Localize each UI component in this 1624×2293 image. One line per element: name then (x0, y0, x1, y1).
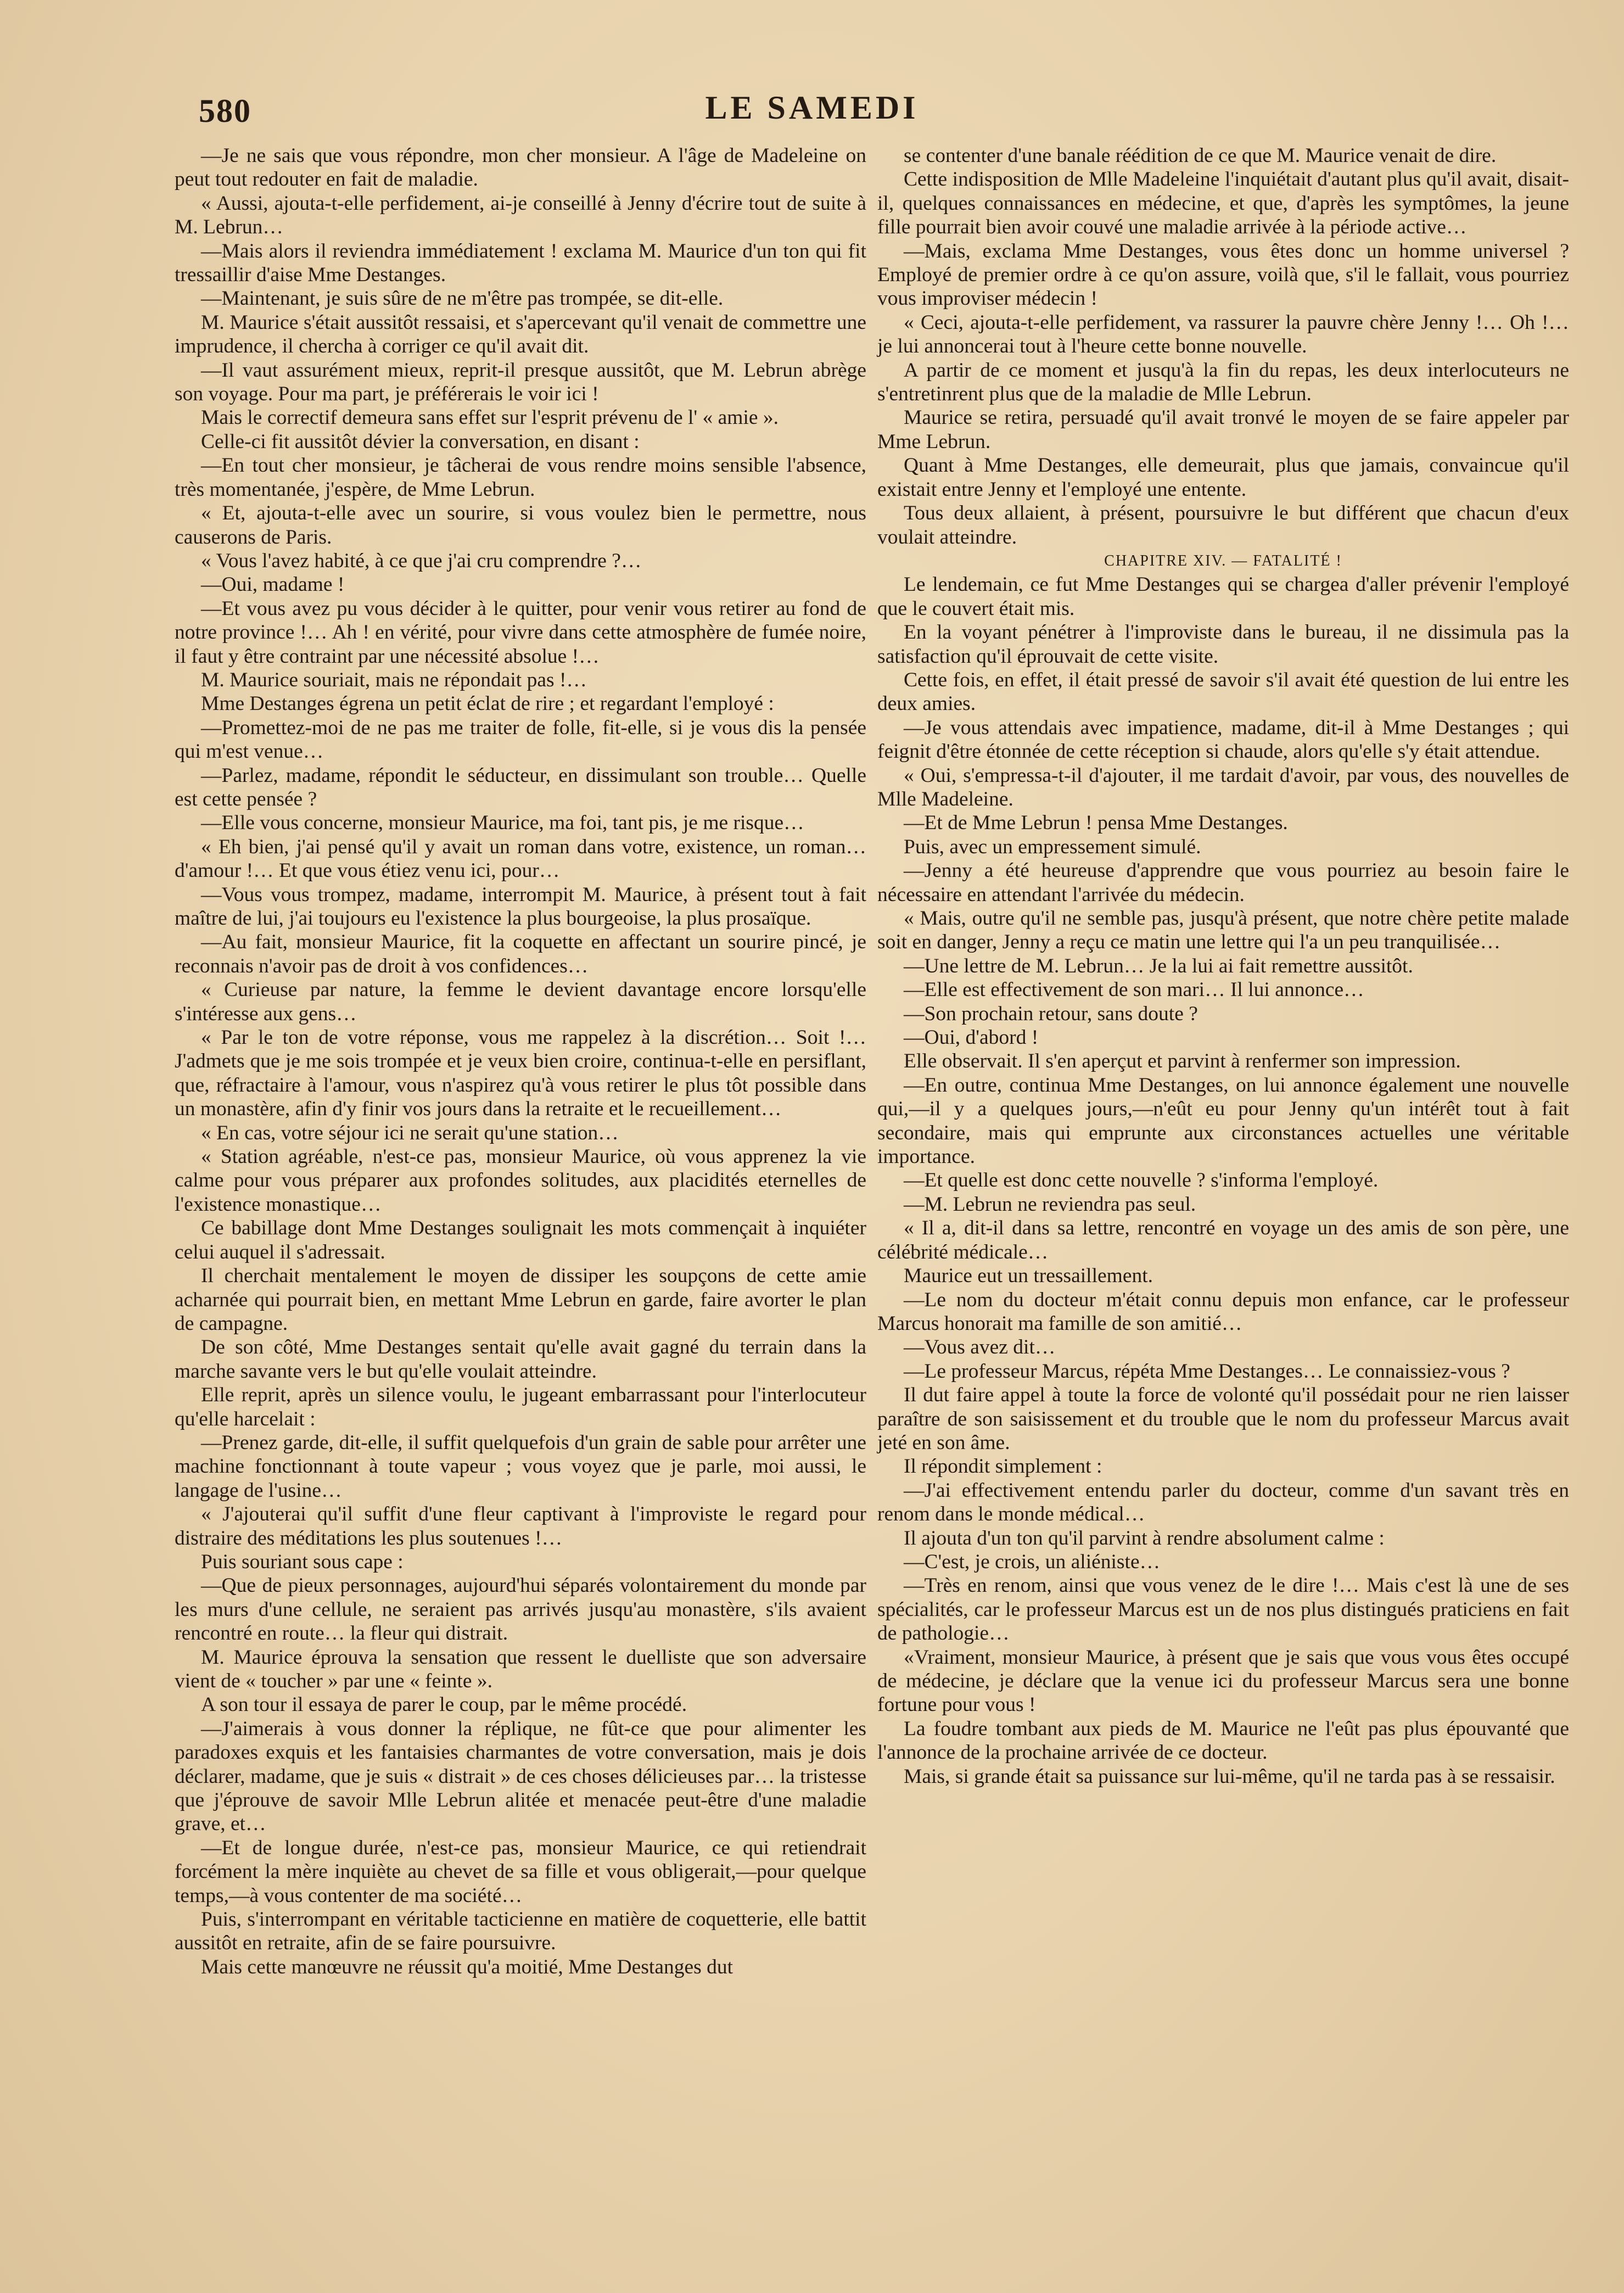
paragraph: Quant à Mme Destanges, elle demeurait, plus que jamais, convaincue qu'il existait entre Jenny et l'employé une entente. (877, 454, 1569, 501)
paragraph: « Par le ton de votre réponse, vous me rappelez à la discrétion… Soit !… J'admets que je me sois trompée et je veux bien croire, continua-t-elle en persiflant, que, réfractaire à l'amour, vous n'aspirez qu'à vous retirer le plus tôt possible dans un monastère, afin d'y finir vos jours dans la retraite et le recueillement… (175, 1026, 866, 1121)
paragraph: —Une lettre de M. Lebrun… Je la lui ai fait remettre aussitôt. (904, 954, 1413, 977)
paragraph: —Et de Mme Lebrun ! pensa Mme Destanges. (904, 812, 1288, 835)
paragraph: « J'ajouterai qu'il suffit d'une fleur captivant à l'improviste le regard pour distraire des méditations les plus soutenues !… (175, 1503, 866, 1550)
paragraph: —Oui, madame ! (201, 573, 345, 596)
left-column (175, 144, 866, 1979)
paragraph: —Très en renom, ainsi que vous venez de le dire !… Mais c'est là une de ses spécialités, car le professeur Marcus est un de nos plus distingués praticiens en fait de pathologie… (877, 1574, 1569, 1645)
paragraph: « Eh bien, j'ai pensé qu'il y avait un roman dans votre, existence, un roman… d'amour !… Et que vous étiez venu ici, pour… (175, 835, 866, 882)
paragraph: «Vraiment, monsieur Maurice, à présent que je sais que vous vous êtes occupé de médecine, je déclare que la venue ici du professeur Marcus sera une bonne fortune pour vous ! (877, 1646, 1569, 1716)
paragraph: —En outre, continua Mme Destanges, on lui annonce également une nouvelle qui,—il y a quelques jours,—n'eût eu pour Jenny qu'un intérêt tout à fait secondaire, mais qui emprunte aux circonstances actuelles une véritable importance. (877, 1073, 1569, 1168)
paragraph: Cette indisposition de Mlle Madeleine l'inquiétait d'autant plus qu'il avait, disait-il, quelques connaissances en médecine, et que, d'après les symptômes, la jeune fille pourrait bien avoir couvé une maladie arrivée à la période active… (877, 168, 1569, 239)
paragraph: se contenter d'une banale réédition de ce que M. Maurice venait de dire. (904, 144, 1497, 167)
paragraph: —Vous vous trompez, madame, interrompit M. Maurice, à présent tout à fait maître de lui, j'ai toujours eu l'existence la plus bourgeoise, la plus prosaïque. (175, 883, 866, 930)
paragraph: —Jenny a été heureuse d'apprendre que vous pourriez au besoin faire le nécessaire en attendant l'arrivée du médecin. (877, 859, 1569, 906)
right-column-bottom (877, 573, 1569, 1788)
paragraph: —Parlez, madame, répondit le séducteur, en dissimulant son trouble… Quelle est cette pensée ? (175, 764, 866, 810)
paragraph: « Vous l'avez habité, à ce que j'ai cru comprendre ?… (201, 549, 642, 572)
paragraph: —Je vous attendais avec impatience, madame, dit-il à Mme Destanges ; qui feignit d'être étonnée de cette réception si chaude, alors qu'elle s'y était attendue. (877, 716, 1569, 763)
paragraph: Celle-ci fit aussitôt dévier la conversation, en disant : (201, 430, 640, 453)
paragraph: « Station agréable, n'est-ce pas, monsieur Maurice, où vous apprenez la vie calme pour vous préparer aux profondes solitudes, aux placidités eternelles de l'existence monastique… (175, 1145, 866, 1216)
paragraph: « Curieuse par nature, la femme le devient davantage encore lorsqu'elle s'intéresse aux gens… (175, 978, 866, 1025)
paragraph: Il ajouta d'un ton qu'il parvint à rendre absolument calme : (904, 1526, 1385, 1550)
paragraph: —Que de pieux personnages, aujourd'hui séparés volontairement du monde par les murs d'une cellule, ne seraient pas arrivés jusqu'au monastère, s'ils avaient rencontré en route… la fleur qui distrait. (175, 1574, 866, 1645)
paragraph: Mais cette manœuvre ne réussit qu'a moitié, Mme Destanges dut (201, 1955, 733, 1978)
paragraph: « Oui, s'empressa-t-il d'ajouter, il me tardait d'avoir, par vous, des nouvelles de Mlle Madeleine. (877, 764, 1569, 810)
paragraph: Puis, s'interrompant en véritable tacticienne en matière de coquetterie, elle battit aussitôt en retraite, afin de se faire poursuivre. (175, 1908, 866, 1955)
paragraph: Il cherchait mentalement le moyen de dissiper les soupçons de cette amie acharnée qui pourrait bien, en mettant Mme Lebrun en garde, faire avorter le plan de campagne. (175, 1265, 866, 1335)
paragraph: Le lendemain, ce fut Mme Destanges qui se chargea d'aller prévenir l'employé que le couvert était mis. (877, 573, 1569, 620)
paragraph: Mais, si grande était sa puissance sur lui-même, qu'il ne tarda pas à se ressaisir. (904, 1765, 1555, 1788)
paragraph: —Mais, exclama Mme Destanges, vous êtes donc un homme universel ? Employé de premier ordre à ce qu'on assure, voilà que, s'il le fallait, vous pourriez vous improviser médecin ! (877, 239, 1569, 310)
paragraph: —Il vaut assurément mieux, reprit-il presque aussitôt, que M. Lebrun abrège son voyage. Pour ma part, je préférerais le voir ici ! (175, 359, 866, 406)
paragraph: Elle reprit, après un silence voulu, le jugeant embarrassant pour l'interlocuteur qu'elle harcelait : (175, 1384, 866, 1430)
paragraph: De son côté, Mme Destanges sentait qu'elle avait gagné du terrain dans la marche savante vers le but qu'elle voulait atteindre. (175, 1336, 866, 1383)
paragraph: Puis, avec un empressement simulé. (904, 835, 1201, 858)
paragraph: A son tour il essaya de parer le coup, par le même procédé. (201, 1693, 687, 1716)
paragraph: Cette fois, en effet, il était pressé de savoir s'il avait été question de lui entre les deux amies. (877, 668, 1569, 715)
paragraph: « Il a, dit-il dans sa lettre, rencontré en voyage un des amis de son père, une célébrité médicale… (877, 1217, 1569, 1263)
paragraph: —Le professeur Marcus, répéta Mme Destanges… Le connaissiez-vous ? (904, 1360, 1510, 1383)
page-number: 580 (199, 93, 251, 129)
paragraph: « Aussi, ajouta-t-elle perfidement, ai-je conseillé à Jenny d'écrire tout de suite à M. Lebrun… (175, 192, 866, 239)
paragraph: Ce babillage dont Mme Destanges soulignait les mots commençait à inquiéter celui auquel il s'adressait. (175, 1217, 866, 1263)
paragraph: —Je ne sais que vous répondre, mon cher monsieur. A l'âge de Madeleine on peut tout redouter en fait de maladie. (175, 144, 866, 191)
paragraph: —Vous avez dit… (904, 1336, 1056, 1359)
paragraph: —Maintenant, je suis sûre de ne m'être pas trompée, se dit-elle. (201, 287, 724, 310)
paragraph: —Et de longue durée, n'est-ce pas, monsieur Maurice, ce qui retiendrait forcément la mère inquiète au chevet de sa fille et vous obligerait,—pour quelque temps,—à vous contenter de ma société… (175, 1836, 866, 1907)
paragraph: Il répondit simplement : (904, 1455, 1102, 1478)
paragraph: M. Maurice éprouva la sensation que ressent le duelliste que son adversaire vient de « toucher » par une « feinte ». (175, 1646, 866, 1692)
paragraph: M. Maurice s'était aussitôt ressaisi, et s'apercevant qu'il venait de commettre une imprudence, il chercha à corriger ce qu'il avait dit. (175, 311, 866, 358)
paragraph: « Ceci, ajouta-t-elle perfidement, va rassurer la pauvre chère Jenny !… Oh !… je lui annoncerai tout à l'heure cette bonne nouvelle. (877, 311, 1569, 358)
journal-title: LE SAMEDI (705, 90, 919, 126)
paragraph: A partir de ce moment et jusqu'à la fin du repas, les deux interlocuteurs ne s'entretinrent plus que de la maladie de Mlle Lebrun. (877, 359, 1569, 406)
paragraph: —Oui, d'abord ! (904, 1026, 1039, 1049)
paragraph: —M. Lebrun ne reviendra pas seul. (904, 1193, 1196, 1216)
chapter-heading: CHAPITRE XIV. — FATALITÉ ! (1104, 552, 1342, 569)
paragraph: —Son prochain retour, sans doute ? (904, 1002, 1198, 1025)
paragraph: —J'aimerais à vous donner la réplique, ne fût-ce que pour alimenter les paradoxes exquis et les fantaisies charmantes de votre conversation, mais je dois déclarer, madame, que je suis « distrait » de ces choses délicieuses par… la tristesse que j'éprouve de savoir Mlle Lebrun alitée et menacée peut-être d'une maladie grave, et… (175, 1717, 866, 1836)
right-column (877, 144, 1569, 1788)
paragraph: La foudre tombant aux pieds de M. Maurice ne l'eût pas plus épouvanté que l'annonce de la prochaine arrivée de ce docteur. (877, 1717, 1569, 1764)
paragraph: —Au fait, monsieur Maurice, fit la coquette en affectant un sourire pincé, je reconnais n'avoir pas de droit à vos confidences… (175, 931, 866, 977)
paragraph: « Et, ajouta-t-elle avec un sourire, si vous voulez bien le permettre, nous causerons de Paris. (175, 502, 866, 549)
paragraph: « En cas, votre séjour ici ne serait qu'une station… (201, 1121, 619, 1144)
paragraph: En la voyant pénétrer à l'improviste dans le bureau, il ne dissimula pas la satisfaction qu'il éprouvait de cette visite. (877, 621, 1569, 668)
paragraph: Puis souriant sous cape : (201, 1550, 404, 1573)
paragraph: —Elle vous concerne, monsieur Maurice, ma foi, tant pis, je me risque… (201, 812, 804, 835)
paragraph: Elle observait. Il s'en aperçut et parvint à renfermer son impression. (904, 1050, 1461, 1073)
right-column-top (877, 144, 1569, 549)
paragraph: —Mais alors il reviendra immédiatement ! exclama M. Maurice d'un ton qui fit tressaillir d'aise Mme Destanges. (175, 239, 866, 287)
paragraph: —Et quelle est donc cette nouvelle ? s'informa l'employé. (904, 1169, 1379, 1192)
paragraph: « Mais, outre qu'il ne semble pas, jusqu'à présent, que notre chère petite malade soit en danger, Jenny a reçu ce matin une lettre qui l'a un peu tranquilisée… (877, 907, 1569, 954)
paragraph: Mais le correctif demeura sans effet sur l'esprit prévenu de l' « amie ». (201, 406, 779, 429)
paragraph: —Promettez-moi de ne pas me traiter de folle, fit-elle, si je vous dis la pensée qui m'est venue… (175, 716, 866, 763)
paragraph: —J'ai effectivement entendu parler du docteur, comme d'un savant très en renom dans le monde médical… (877, 1479, 1569, 1526)
paragraph: —Et vous avez pu vous décider à le quitter, pour venir vous retirer au fond de notre province !… Ah ! en vérité, pour vivre dans cette atmosphère de fumée noire, il faut y être contraint par une nécessité absolue !… (175, 597, 866, 668)
paragraph: Il dut faire appel à toute la force de volonté qu'il possédait pour ne rien laisser paraître de son saisissement et du trouble que le nom du professeur Marcus avait jeté en son âme. (877, 1384, 1569, 1454)
paragraph: —Prenez garde, dit-elle, il suffit quelquefois d'un grain de sable pour arrêter une machine fonctionnant à toute vapeur ; vous voyez que je parle, moi aussi, le langage de l'usine… (175, 1431, 866, 1502)
paragraph: —Elle est effectivement de son mari… Il lui annonce… (904, 978, 1364, 1002)
paragraph: —C'est, je crois, un aliéniste… (904, 1550, 1161, 1573)
paragraph: Maurice eut un tressaillement. (904, 1265, 1153, 1288)
paragraph: Tous deux allaient, à présent, poursuivre le but différent que chacun d'eux voulait atteindre. (877, 502, 1569, 549)
paragraph: —Le nom du docteur m'était connu depuis mon enfance, car le professeur Marcus honorait ma famille de son amitié… (877, 1288, 1569, 1335)
paragraph: —En tout cher monsieur, je tâcherai de vous rendre moins sensible l'absence, très momentanée, j'espère, de Mme Lebrun. (175, 454, 866, 501)
paragraph: Mme Destanges égrena un petit éclat de rire ; et regardant l'employé : (201, 692, 774, 715)
paragraph: M. Maurice souriait, mais ne répondait pas !… (201, 668, 587, 691)
paragraph: Maurice se retira, persuadé qu'il avait tronvé le moyen de se faire appeler par Mme Lebrun. (877, 406, 1569, 453)
